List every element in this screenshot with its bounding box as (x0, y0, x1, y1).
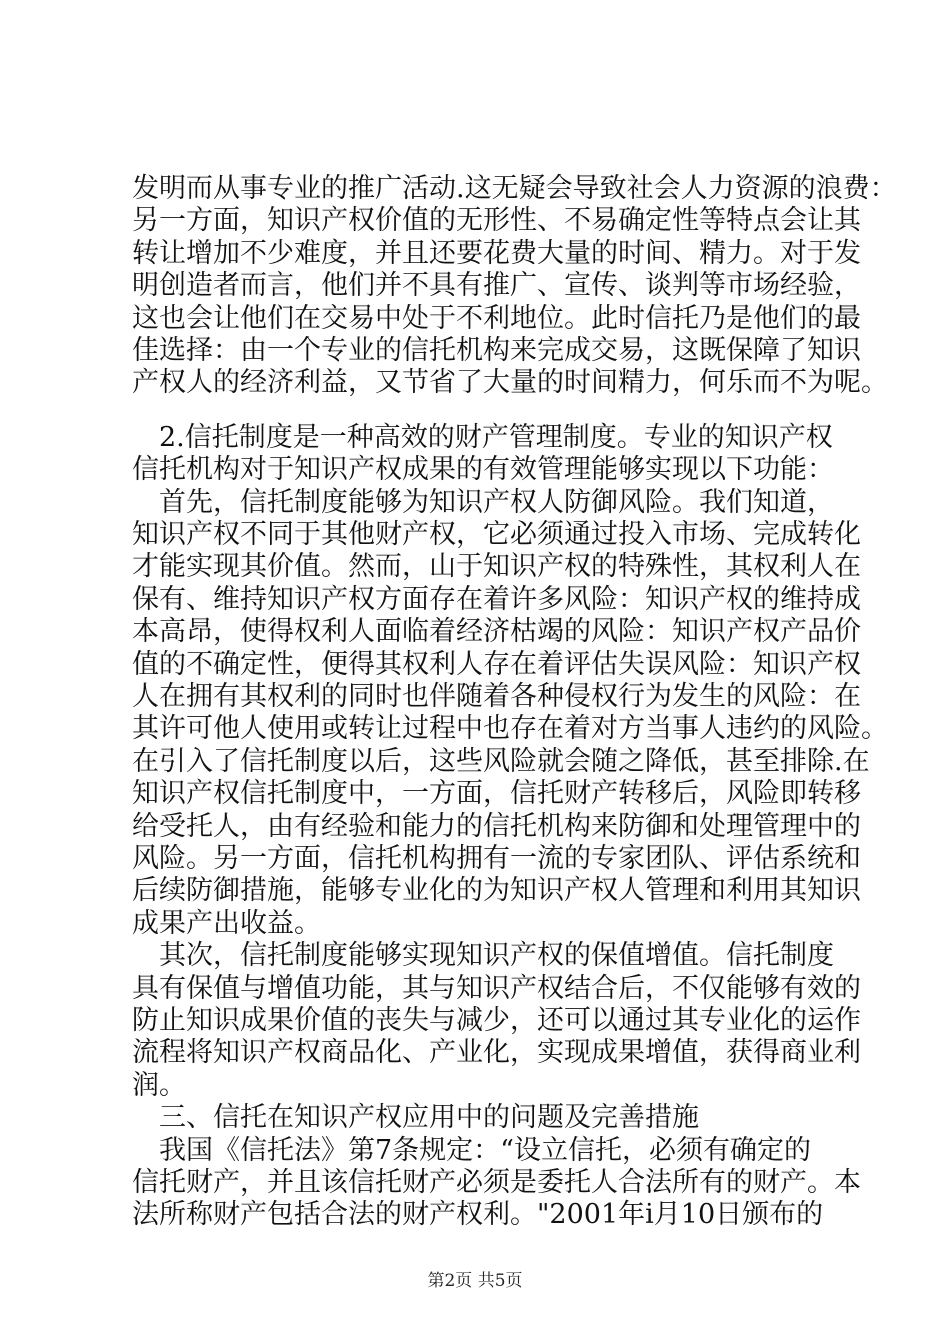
text-line: 知识产权信托制度中，一方面，信托财产转移后，风险即转移 (132, 778, 861, 810)
text-line: 信托财产，并且该信托财产必须是委托人合法所有的财产。本 (132, 1167, 861, 1198)
section-heading: 三、信托在知识产权应用中的问题及完善措施 (132, 1102, 699, 1134)
text-line: 其许可他人使用或转让过程中也存在着对方当事人违约的风险。 (132, 713, 888, 745)
text-line: 后续防御措施，能够专业化的为知识产权人管理和利用其知识 (132, 875, 861, 907)
text-line: 风险。另一方面，信托机构拥有一流的专家团队、评估系统和 (132, 843, 861, 874)
text-line: 其次，信托制度能够实现知识产权的保值增值。信托制度 (132, 940, 834, 972)
text-line: 在引入了信托制度以后，这些风险就会随之降低，甚至排除.在 (132, 745, 870, 777)
text-line: 我国《信托法》第7条规定：“设立信托，必须有确定的 (132, 1134, 811, 1166)
page-number-footer: 第2页 共5页 (427, 1271, 523, 1291)
text-line: 首先，信托制度能够为知识产权人防御风险。我们知道， (132, 486, 834, 518)
text-line: 成果产出收益。 (132, 907, 321, 939)
text-line: 流程将知识产权商品化、产业化，实现成果增值，获得商业利 (132, 1037, 861, 1069)
text-line: 发明而从事专业的推广活动.这无疑会导致社会人力资源的浪费： (132, 173, 897, 204)
text-line: 转让增加不少难度，并且还要花费大量的时间、精力。对于发 (132, 237, 861, 269)
text-line: 给受托人，由有经验和能力的信托机构来防御和处理管理中的 (132, 810, 861, 842)
text-line: 才能实现其价值。然而，山于知识产权的特殊性，其权利人在 (132, 551, 861, 583)
text-line: 另一方面，知识产权价值的无形性、不易确定性等特点会让其 (132, 205, 861, 237)
text-line: 值的不确定性，便得其权利人存在着评估失误风险：知识产权 (132, 648, 861, 680)
text-line: 2.信托制度是一种高效的财产管理制度。专业的知识产权 (132, 421, 833, 453)
text-line: 产权人的经济利益，又节省了大量的时间精力，何乐而不为呢。 (132, 367, 888, 399)
text-line: 这也会让他们在交易中处于不利地位。此时信托乃是他们的最 (132, 302, 861, 334)
text-line: 具有保值与增值功能，其与知识产权结合后，不仅能够有效的 (132, 972, 861, 1004)
text-line: 本高昂，使得权利人面临着经济枯竭的风险：知识产权产品价 (132, 616, 861, 648)
text-line: 明创造者而言，他们并不具有推广、宣传、谈判等市场经验， (132, 270, 861, 302)
text-line: 法所称财产包括合法的财产权利。"2001年i月10日颁布的 (132, 1199, 824, 1231)
text-line: 信托机构对于知识产权成果的有效管理能够实现以下功能： (132, 454, 834, 486)
text-line: 保有、维持知识产权方面存在着许多风险：知识产权的维持成 (132, 583, 861, 615)
text-line: 润。 (132, 1069, 186, 1101)
text-line: 防止知识成果价值的丧失与减少，还可以通过其专业化的运作 (132, 1005, 861, 1036)
text-line: 人在拥有其权利的同时也伴随着各种侵权行为发生的风险：在 (132, 681, 861, 712)
text-line: 知识产权不同于其他财产权，它必须通过投入市场、完成转化 (132, 519, 861, 550)
text-line: 佳选择：由一个专业的信托机构来完成交易，这既保障了知识 (132, 335, 861, 366)
